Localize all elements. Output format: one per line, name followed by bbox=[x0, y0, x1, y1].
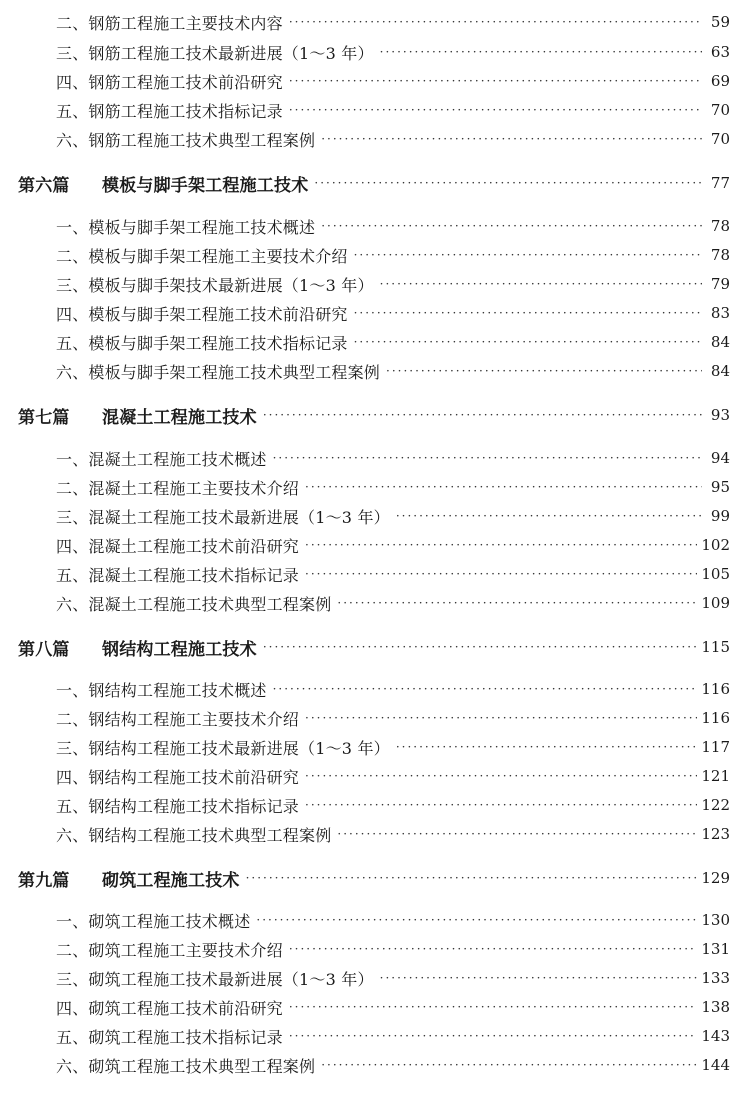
dot-leader bbox=[380, 38, 702, 66]
toc-entry[interactable] bbox=[56, 762, 730, 790]
toc-entry[interactable] bbox=[56, 444, 730, 472]
part-name: 钢结构工程施工技术 bbox=[102, 639, 257, 660]
dot-leader bbox=[289, 993, 698, 1021]
dot-leader bbox=[305, 791, 697, 819]
entry-title: 四、钢筋工程施工技术前沿研究 bbox=[56, 72, 283, 92]
toc-entry[interactable] bbox=[56, 1022, 730, 1050]
entry-page-number: 59 bbox=[710, 13, 730, 31]
entry-title: 六、钢筋工程施工技术典型工程案例 bbox=[56, 130, 316, 150]
toc-entry[interactable] bbox=[56, 1051, 730, 1079]
entry-title: 六、混凝土工程施工技术典型工程案例 bbox=[56, 594, 332, 614]
entry-title: 三、钢结构工程施工技术最新进展（1～3 年） bbox=[56, 738, 390, 758]
entry-title: 五、模板与脚手架工程施工技术指标记录 bbox=[56, 333, 348, 353]
part-page-number: 115 bbox=[701, 638, 730, 656]
entry-title: 二、砌筑工程施工主要技术介绍 bbox=[56, 940, 283, 960]
entry-page-number: 102 bbox=[701, 536, 730, 554]
entry-page-number: 95 bbox=[710, 478, 730, 496]
dot-leader bbox=[354, 299, 702, 327]
entry-page-number: 138 bbox=[701, 998, 730, 1016]
part-number: 第六篇 bbox=[18, 175, 70, 196]
dot-leader bbox=[273, 444, 702, 472]
entry-page-number: 144 bbox=[701, 1056, 730, 1074]
entry-title: 四、砌筑工程施工技术前沿研究 bbox=[56, 998, 283, 1018]
entry-title: 四、混凝土工程施工技术前沿研究 bbox=[56, 536, 300, 556]
entry-title: 一、混凝土工程施工技术概述 bbox=[56, 449, 267, 469]
toc-entry[interactable] bbox=[56, 935, 730, 963]
toc-entry[interactable] bbox=[56, 675, 730, 703]
dot-leader bbox=[305, 473, 702, 501]
part-page-number: 77 bbox=[710, 174, 730, 192]
entry-title: 二、模板与脚手架工程施工主要技术介绍 bbox=[56, 246, 348, 266]
dot-leader bbox=[337, 589, 697, 617]
entry-page-number: 116 bbox=[701, 680, 730, 698]
toc-entry[interactable] bbox=[56, 357, 730, 385]
dot-leader bbox=[263, 401, 702, 429]
entry-title: 一、钢结构工程施工技术概述 bbox=[56, 680, 267, 700]
entry-title: 五、钢筋工程施工技术指标记录 bbox=[56, 101, 283, 121]
entry-page-number: 123 bbox=[701, 825, 730, 843]
entry-title: 四、钢结构工程施工技术前沿研究 bbox=[56, 767, 300, 787]
entry-page-number: 69 bbox=[710, 72, 730, 90]
part-number: 第九篇 bbox=[18, 870, 70, 891]
entry-title: 三、砌筑工程施工技术最新进展（1～3 年） bbox=[56, 969, 374, 989]
toc-entry[interactable] bbox=[56, 473, 730, 501]
part-number: 第七篇 bbox=[18, 407, 70, 428]
part-page-number: 93 bbox=[710, 406, 730, 424]
entry-page-number: 133 bbox=[701, 969, 730, 987]
entry-title: 三、模板与脚手架技术最新进展（1～3 年） bbox=[56, 275, 374, 295]
toc-part-heading[interactable] bbox=[18, 633, 730, 661]
entry-title: 六、模板与脚手架工程施工技术典型工程案例 bbox=[56, 362, 381, 382]
toc-entry[interactable] bbox=[56, 96, 730, 124]
dot-leader bbox=[321, 1051, 697, 1079]
entry-title: 五、混凝土工程施工技术指标记录 bbox=[56, 565, 300, 585]
toc-entry[interactable] bbox=[56, 328, 730, 356]
toc-entry[interactable] bbox=[56, 125, 730, 153]
dot-leader bbox=[305, 762, 697, 790]
entry-page-number: 99 bbox=[710, 507, 730, 525]
dot-leader bbox=[321, 212, 702, 240]
entry-page-number: 78 bbox=[710, 217, 730, 235]
part-title bbox=[18, 635, 257, 660]
toc-entry[interactable] bbox=[56, 531, 730, 559]
toc-entry[interactable] bbox=[56, 502, 730, 530]
entry-page-number: 117 bbox=[701, 738, 730, 756]
toc-entry[interactable] bbox=[56, 212, 730, 240]
part-name: 模板与脚手架工程施工技术 bbox=[102, 175, 309, 196]
entry-page-number: 109 bbox=[701, 594, 730, 612]
entry-page-number: 131 bbox=[701, 940, 730, 958]
entry-title: 三、混凝土工程施工技术最新进展（1～3 年） bbox=[56, 507, 390, 527]
part-number: 第八篇 bbox=[18, 639, 70, 660]
dot-leader bbox=[246, 864, 698, 892]
dot-leader bbox=[263, 633, 698, 661]
toc-entry[interactable] bbox=[56, 8, 730, 36]
part-title bbox=[18, 866, 240, 891]
toc-part-heading[interactable] bbox=[18, 169, 730, 197]
entry-page-number: 84 bbox=[710, 333, 730, 351]
entry-title: 一、砌筑工程施工技术概述 bbox=[56, 911, 251, 931]
dot-leader bbox=[337, 820, 697, 848]
entry-page-number: 84 bbox=[710, 362, 730, 380]
entry-title: 六、钢结构工程施工技术典型工程案例 bbox=[56, 825, 332, 845]
toc-entry[interactable] bbox=[56, 241, 730, 269]
entry-page-number: 70 bbox=[710, 130, 730, 148]
entry-title: 五、砌筑工程施工技术指标记录 bbox=[56, 1027, 283, 1047]
dot-leader bbox=[305, 531, 697, 559]
toc-entry[interactable] bbox=[56, 820, 730, 848]
toc-entry[interactable] bbox=[56, 791, 730, 819]
dot-leader bbox=[289, 67, 702, 95]
entry-page-number: 121 bbox=[701, 767, 730, 785]
toc-part-heading[interactable] bbox=[18, 864, 730, 892]
dot-leader bbox=[321, 125, 702, 153]
entry-title: 二、钢结构工程施工主要技术介绍 bbox=[56, 709, 300, 729]
dot-leader bbox=[289, 8, 702, 36]
entry-title: 二、混凝土工程施工主要技术介绍 bbox=[56, 478, 300, 498]
dot-leader bbox=[354, 241, 702, 269]
entry-title: 四、模板与脚手架工程施工技术前沿研究 bbox=[56, 304, 348, 324]
entry-page-number: 105 bbox=[701, 565, 730, 583]
dot-leader bbox=[289, 935, 698, 963]
toc-entry[interactable] bbox=[56, 906, 730, 934]
toc-entry[interactable] bbox=[56, 270, 730, 298]
entry-page-number: 143 bbox=[701, 1027, 730, 1045]
entry-page-number: 78 bbox=[710, 246, 730, 264]
part-page-number: 129 bbox=[701, 869, 730, 887]
toc-entry[interactable] bbox=[56, 964, 730, 992]
entry-page-number: 130 bbox=[701, 911, 730, 929]
entry-title: 一、模板与脚手架工程施工技术概述 bbox=[56, 217, 316, 237]
dot-leader bbox=[305, 560, 697, 588]
dot-leader bbox=[354, 328, 702, 356]
dot-leader bbox=[380, 964, 698, 992]
toc-entry[interactable] bbox=[56, 589, 730, 617]
entry-page-number: 83 bbox=[710, 304, 730, 322]
entry-page-number: 63 bbox=[710, 43, 730, 61]
dot-leader bbox=[380, 270, 702, 298]
entry-title: 五、钢结构工程施工技术指标记录 bbox=[56, 796, 300, 816]
dot-leader bbox=[396, 502, 702, 530]
toc-entry[interactable] bbox=[56, 299, 730, 327]
entry-title: 二、钢筋工程施工主要技术内容 bbox=[56, 13, 283, 33]
toc-part-heading[interactable] bbox=[18, 401, 730, 429]
part-title bbox=[18, 403, 257, 428]
dot-leader bbox=[386, 357, 702, 385]
dot-leader bbox=[314, 169, 702, 197]
dot-leader bbox=[305, 704, 697, 732]
entry-page-number: 70 bbox=[710, 101, 730, 119]
part-name: 砌筑工程施工技术 bbox=[102, 870, 240, 891]
entry-page-number: 116 bbox=[701, 709, 730, 727]
entry-page-number: 79 bbox=[710, 275, 730, 293]
dot-leader bbox=[396, 733, 698, 761]
dot-leader bbox=[289, 1022, 698, 1050]
toc-entry[interactable] bbox=[56, 993, 730, 1021]
toc-entry[interactable] bbox=[56, 733, 730, 761]
toc-entry[interactable] bbox=[56, 67, 730, 95]
entry-title: 六、砌筑工程施工技术典型工程案例 bbox=[56, 1056, 316, 1076]
toc-entry[interactable] bbox=[56, 38, 730, 66]
part-name: 混凝土工程施工技术 bbox=[102, 407, 257, 428]
dot-leader bbox=[289, 96, 702, 124]
dot-leader bbox=[256, 906, 697, 934]
entry-page-number: 122 bbox=[701, 796, 730, 814]
entry-title: 三、钢筋工程施工技术最新进展（1～3 年） bbox=[56, 43, 374, 63]
toc-entry[interactable] bbox=[56, 704, 730, 732]
dot-leader bbox=[273, 675, 698, 703]
part-title bbox=[18, 171, 308, 196]
toc-entry[interactable] bbox=[56, 560, 730, 588]
entry-page-number: 94 bbox=[710, 449, 730, 467]
